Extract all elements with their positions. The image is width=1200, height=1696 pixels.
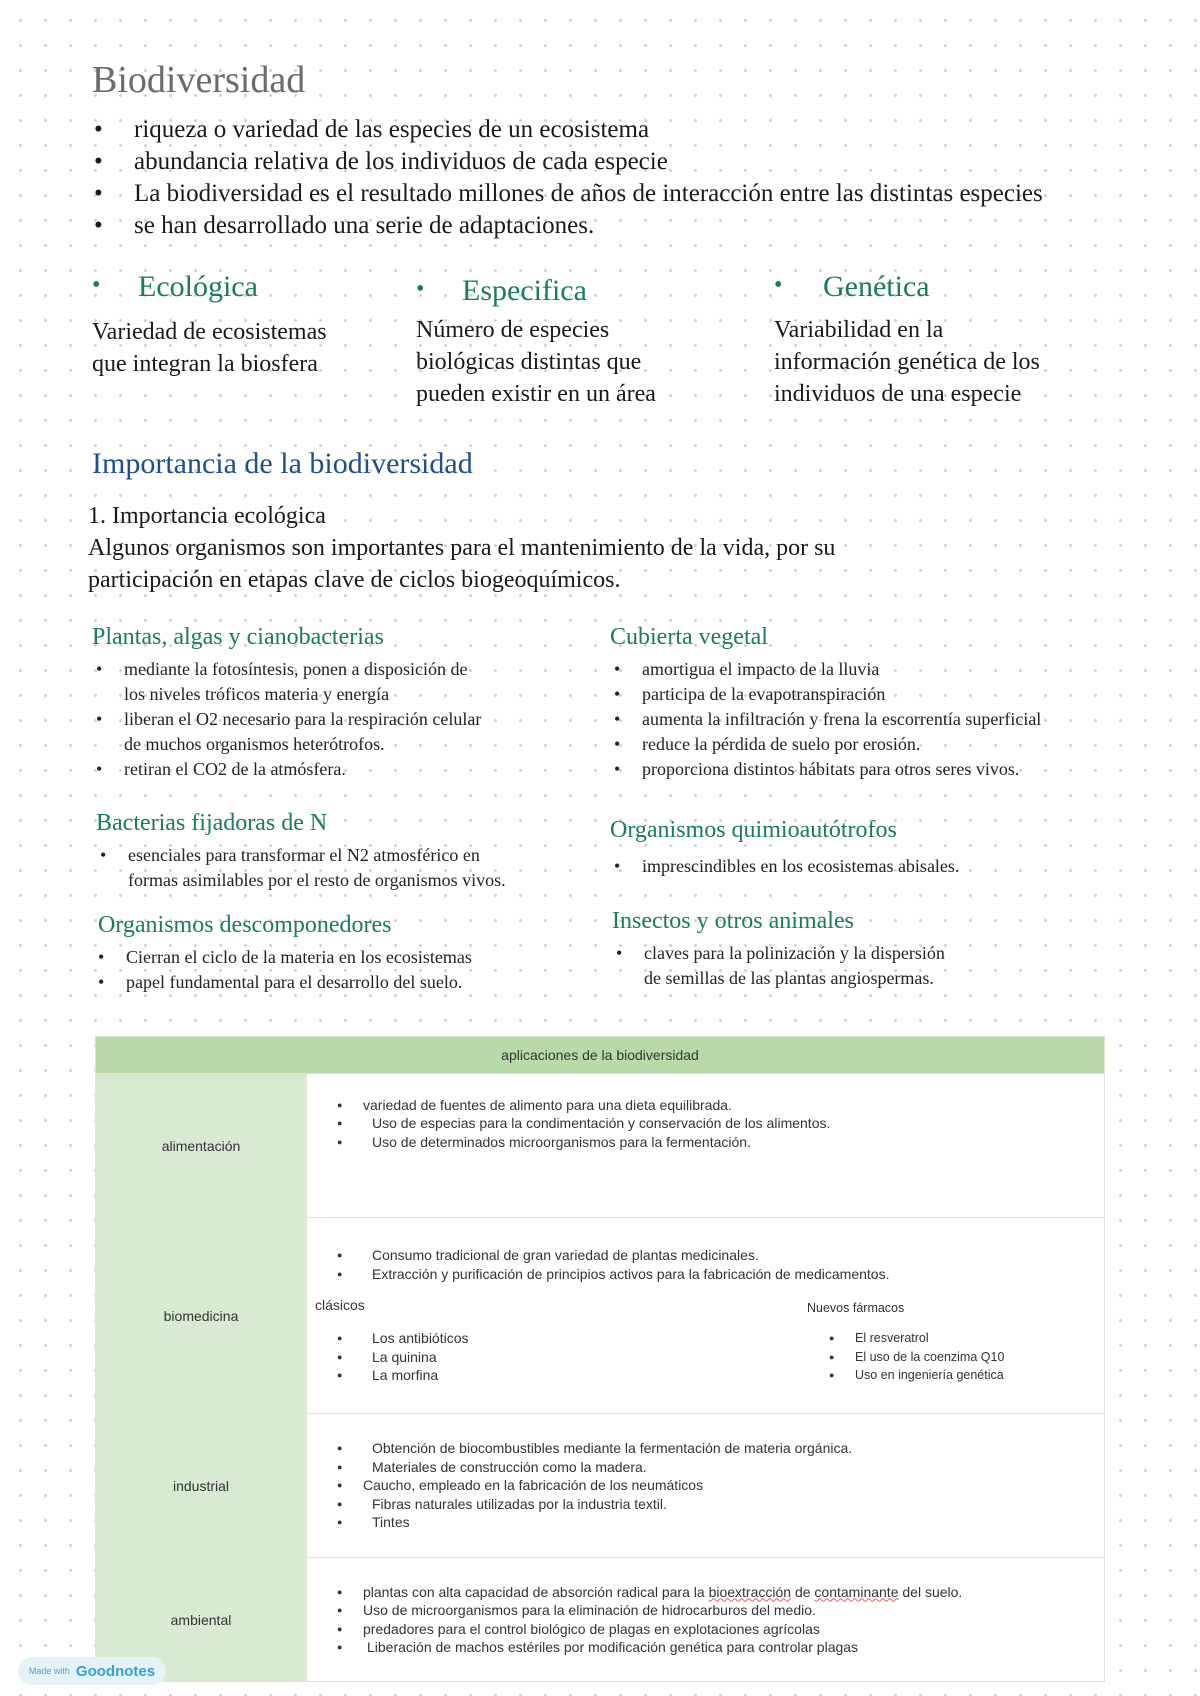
row-content (307, 1414, 1105, 1558)
topic-quimioautotrofos (610, 817, 1170, 879)
subheading-clasicos: clásicos (315, 1297, 365, 1314)
topic-bacterias (96, 810, 636, 893)
table-row (96, 1558, 1105, 1682)
section-heading: Importancia de la biodiversidad (92, 447, 473, 480)
list-item: ● Extracción y purificación de principios activos para la fabricación de medicamentos. (337, 1265, 1094, 1284)
topic-heading: Organismos quimioautótrofos (610, 817, 897, 843)
topic-plantas (92, 624, 632, 782)
list-item: • proporciona distintos hábitats para otros seres vivos. (610, 757, 1170, 782)
intro-list (92, 114, 1043, 242)
list-item: ● Liberación de machos estériles por modificación genética para controlar plagas (337, 1638, 1094, 1657)
badge-small-text: Made with (28, 1666, 70, 1676)
list-item: ● Uso de especias para la condimentación y conservación de los alimentos. (337, 1114, 1094, 1133)
list-item: ● Obtención de biocombustibles mediante la fermentación de materia orgánica. (337, 1439, 1094, 1458)
list-item: • se han desarrollado una serie de adaptaciones. (92, 210, 1043, 242)
list-item: ● Materiales de construcción como la madera. (337, 1458, 1094, 1477)
list-item: ● El uso de la coenzima Q10 (829, 1348, 1004, 1367)
list-item: • La biodiversidad es el resultado millones de años de interacción entre las distintas especies (92, 178, 1043, 210)
list-item: • riqueza o variedad de las especies de un ecosistema (92, 114, 1043, 146)
topic-heading: Insectos y otros animales (612, 908, 854, 934)
list-item: ● Fibras naturales utilizadas por la industria textil. (337, 1495, 1094, 1514)
list-item: • amortigua el impacto de la lluvia (610, 657, 1170, 682)
type-heading: • Especifica (416, 274, 746, 308)
topic-heading: Bacterias fijadoras de N (96, 810, 328, 836)
table-header: aplicaciones de la biodiversidad (96, 1037, 1105, 1074)
list-item: de muchos organismos heterótrofos. (124, 734, 385, 754)
list-item: ● Los antibióticos (337, 1329, 807, 1348)
list-item: • claves para la polinización y la dispersión (612, 941, 1172, 966)
list-item: ● Uso de determinados microorganismos para la fermentación. (337, 1133, 1094, 1152)
list-item: • esenciales para transformar el N2 atmosférico en (96, 843, 636, 868)
list-item: ● plantas con alta capacidad de absorción radical para la bioextracción de contaminante del suelo. (337, 1583, 1094, 1602)
page-title: Biodiversidad (92, 59, 306, 101)
row-label-biomedicina: biomedicina (96, 1218, 307, 1414)
list-item: ● Uso en ingeniería genética (829, 1366, 1004, 1385)
list-item: • papel fundamental para el desarrollo del suelo. (94, 970, 638, 995)
subheading-nuevos: Nuevos fármacos (807, 1301, 905, 1316)
list-item: ● Caucho, empleado en la fabricación de los neumáticos (337, 1476, 1094, 1495)
list-item: ● variedad de fuentes de alimento para una dieta equilibrada. (337, 1096, 1094, 1115)
type-genetica (774, 270, 1114, 410)
topic-insectos (612, 908, 1172, 991)
list-item: ● Consumo tradicional de gran variedad de plantas medicinales. (337, 1246, 1094, 1265)
subsection-heading: 1. Importancia ecológica (88, 503, 326, 529)
row-label-industrial: industrial (96, 1414, 307, 1558)
goodnotes-badge (18, 1657, 166, 1685)
topic-descomponedores (98, 912, 638, 995)
ecological-importance: 1. Importancia ecológica Algunos organismos son importantes para el mantenimiento de la vida, por su participación en etapas clave de ciclos biogeoquímicos. (88, 500, 988, 596)
list-item: ● La morfina (337, 1366, 807, 1385)
topic-heading: Organismos descomponedores (98, 912, 392, 938)
list-item: • liberan el O2 necesario para la respiración celular (92, 707, 632, 732)
row-label-ambiental: ambiental (96, 1558, 307, 1682)
type-heading: • Genética (774, 270, 1114, 304)
list-item: ● Uso de microorganismos para la eliminación de hidrocarburos del medio. (337, 1601, 1094, 1620)
list-item: • aumenta la infiltración y frena la escorrentía superficial (610, 707, 1170, 732)
type-especifica (416, 274, 746, 410)
list-item: • reduce la pérdida de suelo por erosión. (610, 732, 1170, 757)
row-content (307, 1558, 1105, 1682)
list-item: ● Tintes (337, 1513, 1094, 1532)
table-row (96, 1414, 1105, 1558)
badge-brand-text: Goodnotes (75, 1662, 156, 1680)
type-heading: • Ecológica (92, 270, 392, 304)
list-item: de semillas de las plantas angiospermas. (644, 968, 934, 988)
row-content (307, 1074, 1105, 1218)
list-item: • Cierran el ciclo de la materia en los ecosistemas (94, 945, 638, 970)
list-item: formas asimilables por el resto de organismos vivos. (128, 870, 506, 890)
list-item: • imprescindibles en los ecosistemas abisales. (610, 854, 1170, 879)
list-item: los niveles tróficos materia y energía (124, 684, 390, 704)
list-item: ● El resveratrol (829, 1329, 1004, 1348)
type-description: Variabilidad en la información genética de los individuos de una especie (774, 317, 1040, 407)
list-item: • retiran el CO2 de la atmósfera. (92, 757, 632, 782)
row-content (307, 1218, 1105, 1414)
topic-heading: Plantas, algas y cianobacterias (92, 624, 384, 650)
topic-heading: Cubierta vegetal (610, 624, 768, 650)
row-label-alimentacion: alimentación (96, 1074, 307, 1218)
topic-cubierta (610, 624, 1170, 782)
type-description: Número de especies biológicas distintas que pueden existir en un área (416, 317, 656, 407)
type-description: Variedad de ecosistemas que integran la biosfera (92, 319, 327, 377)
type-ecologica (92, 270, 392, 380)
list-item: ● predadores para el control biológico de plagas en explotaciones agrícolas (337, 1620, 1094, 1639)
table-row (96, 1218, 1105, 1414)
applications-table (95, 1036, 1105, 1682)
list-item: • mediante la fotosíntesis, ponen a disposición de (92, 657, 632, 682)
list-item: • participa de la evapotranspiración (610, 682, 1170, 707)
list-item: • abundancia relativa de los individuos de cada especie (92, 146, 1043, 178)
table-row (96, 1074, 1105, 1218)
list-item: ● La quinina (337, 1348, 807, 1367)
